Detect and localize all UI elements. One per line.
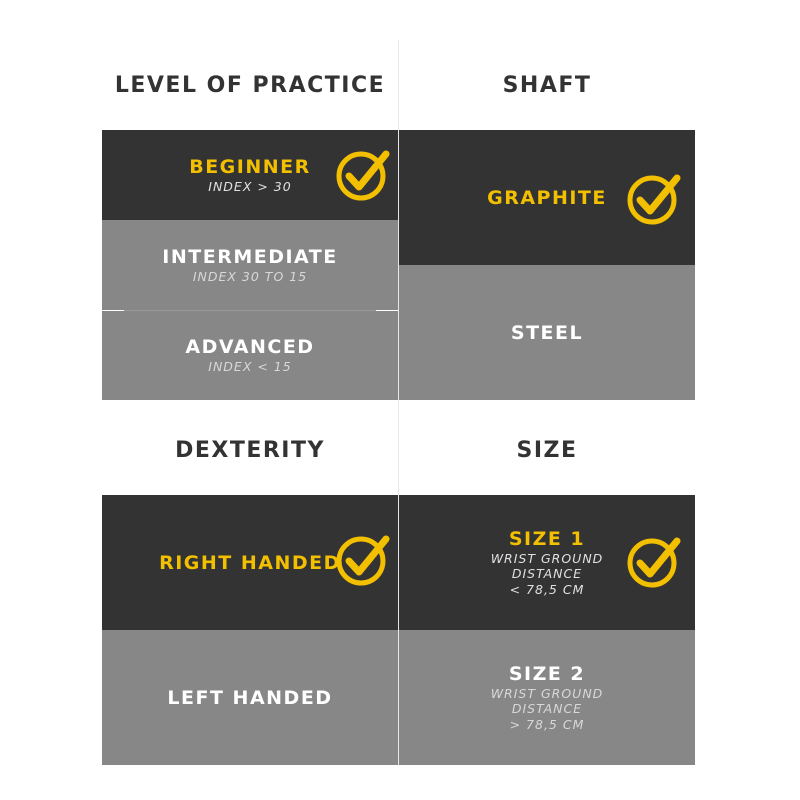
option-size-2[interactable]	[399, 630, 695, 765]
option-size-1-desc-line2: DISTANCE	[511, 566, 583, 582]
option-graphite[interactable]	[399, 130, 695, 265]
shaft-title: SHAFT	[399, 40, 695, 130]
option-left-handed[interactable]	[102, 630, 398, 765]
option-left-handed-label: LEFT HANDED	[167, 686, 333, 709]
option-size-1-label: SIZE 1	[508, 527, 586, 550]
option-right-handed[interactable]	[102, 495, 398, 630]
option-right-handed-label: RIGHT HANDED	[159, 551, 341, 574]
check-circle-icon	[625, 532, 683, 590]
option-size-1-desc-line1: WRIST GROUND	[490, 550, 604, 566]
option-beginner[interactable]	[102, 130, 398, 220]
option-beginner-label: BEGINNER	[189, 155, 311, 178]
option-intermediate-index: INDEX 30 TO 15	[192, 268, 308, 284]
option-intermediate[interactable]	[102, 220, 398, 310]
option-size-1-desc-line3: < 78,5 CM	[509, 581, 585, 597]
level-of-practice-panel	[102, 40, 398, 400]
dexterity-panel	[102, 405, 398, 765]
option-size-2-desc-line1: WRIST GROUND	[490, 685, 604, 701]
option-graphite-label: GRAPHITE	[487, 186, 607, 209]
column-separator	[398, 40, 399, 765]
level-of-practice-title: LEVEL OF PRACTICE	[102, 40, 398, 130]
option-advanced[interactable]	[102, 311, 398, 400]
option-beginner-index: INDEX > 30	[208, 178, 292, 194]
option-size-1[interactable]	[399, 495, 695, 630]
shaft-panel	[399, 40, 695, 400]
option-size-2-desc-line3: > 78,5 CM	[509, 716, 585, 732]
dexterity-title: DEXTERITY	[102, 405, 398, 495]
option-size-2-desc-line2: DISTANCE	[511, 701, 583, 717]
option-size-2-label: SIZE 2	[508, 662, 586, 685]
check-circle-icon	[334, 530, 392, 588]
check-circle-icon	[625, 169, 683, 227]
size-title: SIZE	[399, 405, 695, 495]
option-advanced-label: ADVANCED	[185, 336, 315, 359]
check-circle-icon	[334, 145, 392, 203]
size-panel	[399, 405, 695, 765]
option-steel[interactable]	[399, 265, 695, 400]
option-advanced-index: INDEX < 15	[208, 359, 292, 375]
option-intermediate-label: INTERMEDIATE	[162, 245, 338, 268]
option-steel-label: STEEL	[510, 321, 584, 344]
